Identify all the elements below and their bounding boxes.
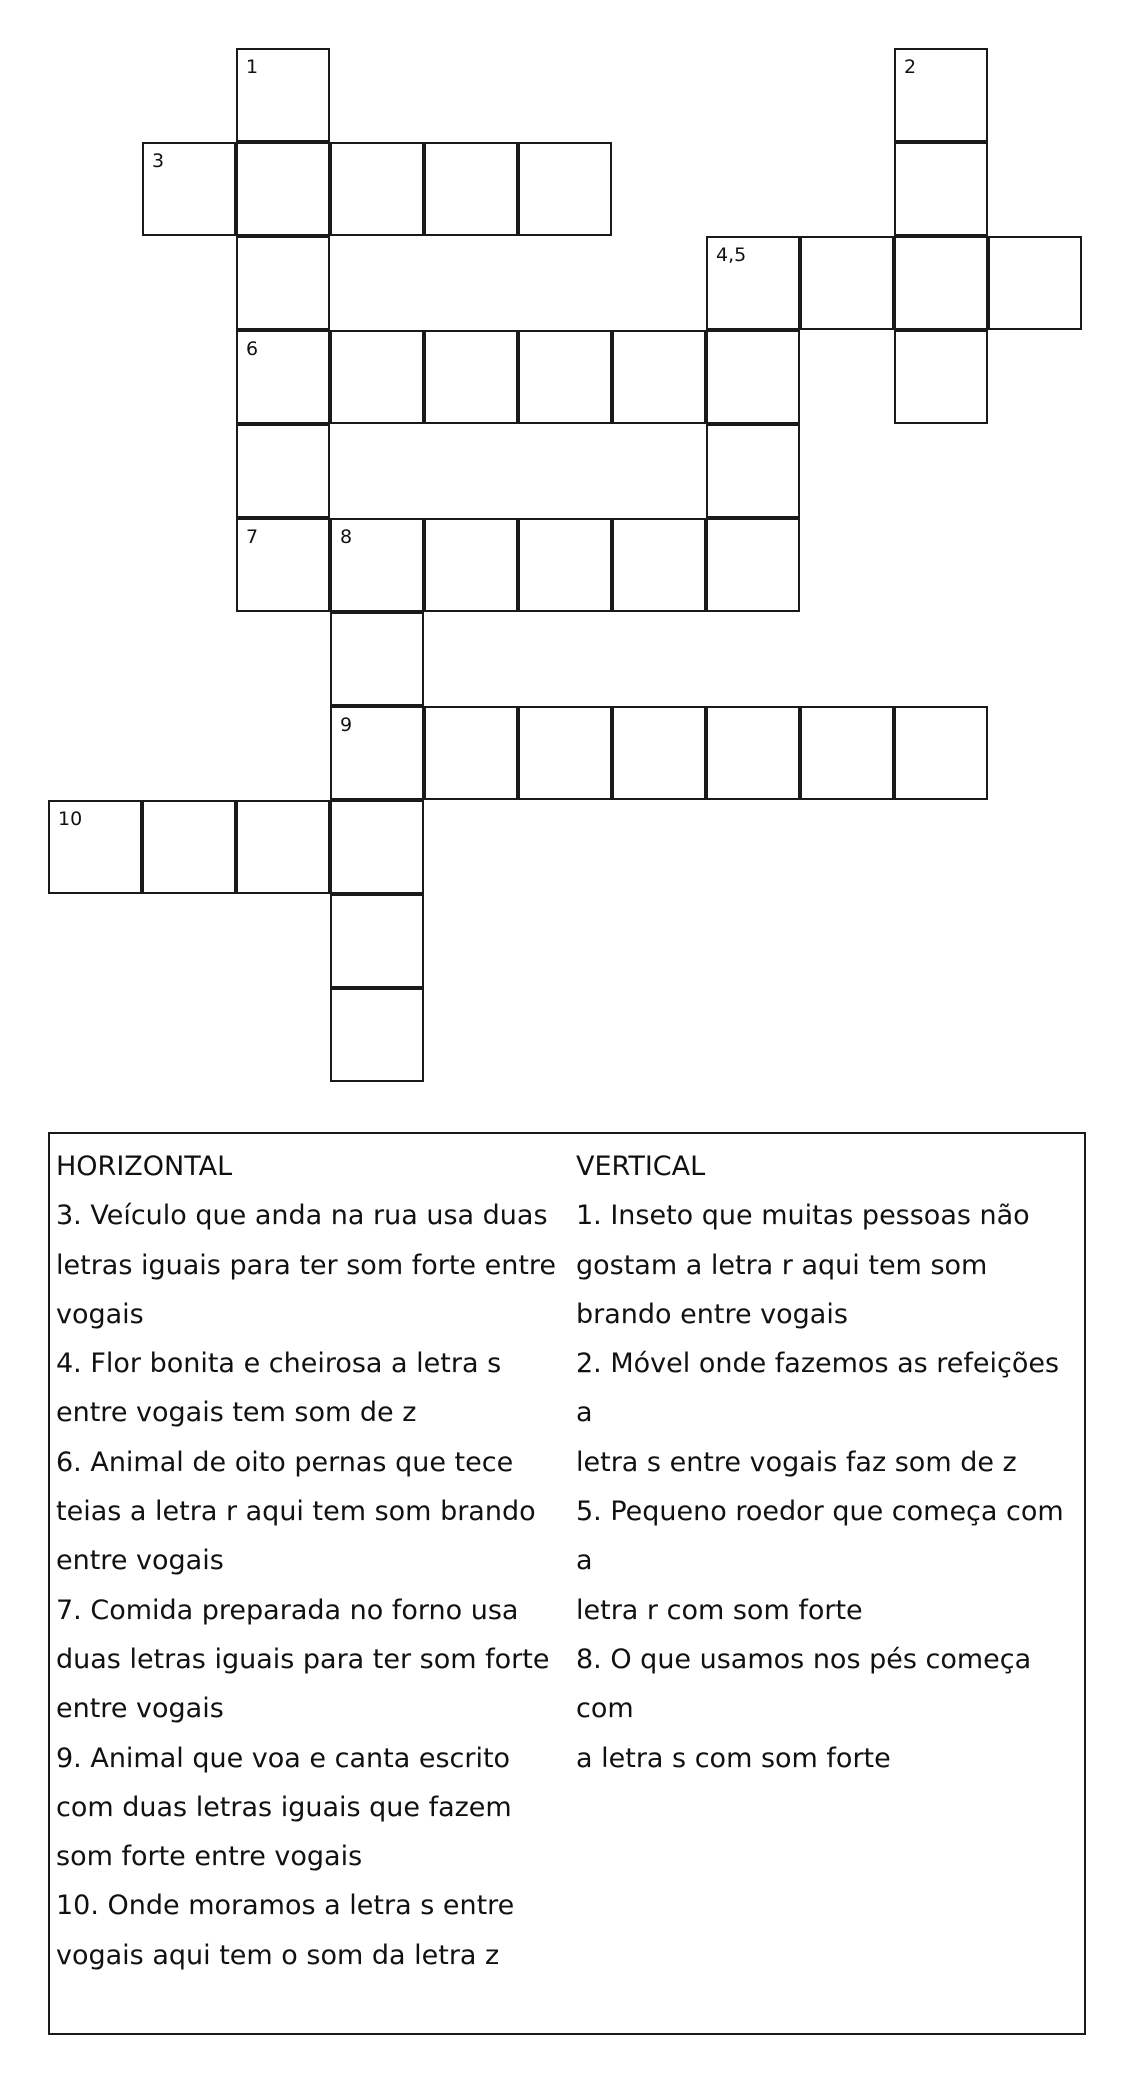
crossword-cell[interactable] [706,424,800,518]
cell-number: 6 [246,338,259,360]
clue-line: teias a letra r aqui tem som brando [56,1496,536,1528]
clue-line: gostam a letra r aqui tem som [576,1249,988,1281]
crossword-cell[interactable] [894,706,988,800]
horizontal-clue-list [56,1191,576,1980]
vertical-clues-column [576,1142,1084,1783]
clue-line: 3. Veículo que anda na rua usa duas [56,1200,548,1232]
cell-number: 3 [152,150,165,172]
clue-line: 6. Animal de oito pernas que tece [56,1446,514,1478]
crossword-cell[interactable] [800,236,894,330]
clue-line: 5. Pequeno roedor que começa com a [576,1496,1064,1577]
crossword-cell[interactable] [330,330,424,424]
vertical-clue [576,1487,1084,1635]
crossword-cell[interactable] [988,236,1082,330]
cell-number: 1 [246,56,259,78]
horizontal-heading: HORIZONTAL [56,1151,233,1182]
crossword-cell[interactable] [330,988,424,1082]
crossword-cell[interactable] [236,518,330,612]
crossword-cell[interactable] [518,142,612,236]
crossword-cell[interactable] [236,800,330,894]
crossword-cell[interactable] [142,800,236,894]
crossword-cell[interactable] [330,800,424,894]
horizontal-clue [56,1438,576,1586]
crossword-cell[interactable] [612,330,706,424]
crossword-cell[interactable] [236,236,330,330]
clue-line: 4. Flor bonita e cheirosa a letra s [56,1348,502,1380]
crossword-cell[interactable] [706,706,800,800]
horizontal-clues-column [56,1142,576,1980]
clue-line: 8. O que usamos nos pés começa com [576,1643,1032,1725]
cell-number: 8 [340,526,353,548]
crossword-cell[interactable] [330,518,424,612]
crossword-cell[interactable] [612,706,706,800]
vertical-clue [576,1635,1084,1783]
crossword-cell[interactable] [424,142,518,236]
clue-line: letra s entre vogais faz som de z [576,1446,1017,1478]
cell-number: 10 [58,808,83,830]
crossword-cell[interactable] [330,894,424,988]
clue-line: 2. Móvel onde fazemos as refeições a [576,1348,1060,1429]
clue-line: letras iguais para ter som forte entre [56,1249,557,1281]
crossword-cell[interactable] [800,706,894,800]
crossword-cell[interactable] [518,706,612,800]
clue-line: brando entre vogais [576,1298,848,1330]
cell-number: 4,5 [716,244,747,266]
crossword-cell[interactable] [236,142,330,236]
vertical-clue [576,1339,1084,1487]
crossword-cell[interactable] [424,518,518,612]
clue-line: 1. Inseto que muitas pessoas não [576,1200,1030,1232]
horizontal-clue [56,1734,576,1882]
crossword-cell[interactable] [706,236,800,330]
crossword-cell[interactable] [894,330,988,424]
clue-line: 7. Comida preparada no forno usa [56,1594,519,1626]
clues-box [48,1132,1086,2035]
crossword-cell[interactable] [894,48,988,142]
crossword-cell[interactable] [894,236,988,330]
crossword-cell[interactable] [424,330,518,424]
crossword-cell[interactable] [706,330,800,424]
crossword-cell[interactable] [612,518,706,612]
clue-line: entre vogais [56,1693,224,1725]
clue-line: letra r com som forte [576,1594,863,1626]
crossword-cell[interactable] [236,424,330,518]
crossword-cell[interactable] [48,800,142,894]
crossword-cell[interactable] [330,142,424,236]
clue-line: som forte entre vogais [56,1841,363,1873]
vertical-clue-list [576,1191,1084,1783]
horizontal-clue [56,1881,576,1980]
cell-number: 7 [246,526,259,548]
cell-number: 9 [340,714,353,736]
cell-number: 2 [904,56,917,78]
crossword-cell[interactable] [330,612,424,706]
vertical-heading: VERTICAL [576,1151,706,1182]
horizontal-clue [56,1191,576,1339]
crossword-cell[interactable] [142,142,236,236]
crossword-cell[interactable] [424,706,518,800]
clue-line: entre vogais [56,1545,224,1577]
crossword-cell[interactable] [518,518,612,612]
horizontal-clue [56,1339,576,1438]
crossword-cell[interactable] [894,142,988,236]
clue-line: vogais aqui tem o som da letra z [56,1939,500,1971]
clue-line: vogais [56,1298,144,1330]
clue-line: a letra s com som forte [576,1742,891,1774]
crossword-cell[interactable] [236,48,330,142]
vertical-clue [576,1191,1084,1339]
crossword-cell[interactable] [518,330,612,424]
horizontal-clue [56,1586,576,1734]
crossword-cell[interactable] [236,330,330,424]
crossword-cell[interactable] [330,706,424,800]
crossword-cell[interactable] [706,518,800,612]
clue-line: entre vogais tem som de z [56,1397,417,1429]
clue-line: 9. Animal que voa e canta escrito [56,1742,511,1774]
clue-line: 10. Onde moramos a letra s entre [56,1890,515,1922]
clue-line: com duas letras iguais que fazem [56,1791,512,1823]
clue-line: duas letras iguais para ter som forte [56,1643,550,1675]
